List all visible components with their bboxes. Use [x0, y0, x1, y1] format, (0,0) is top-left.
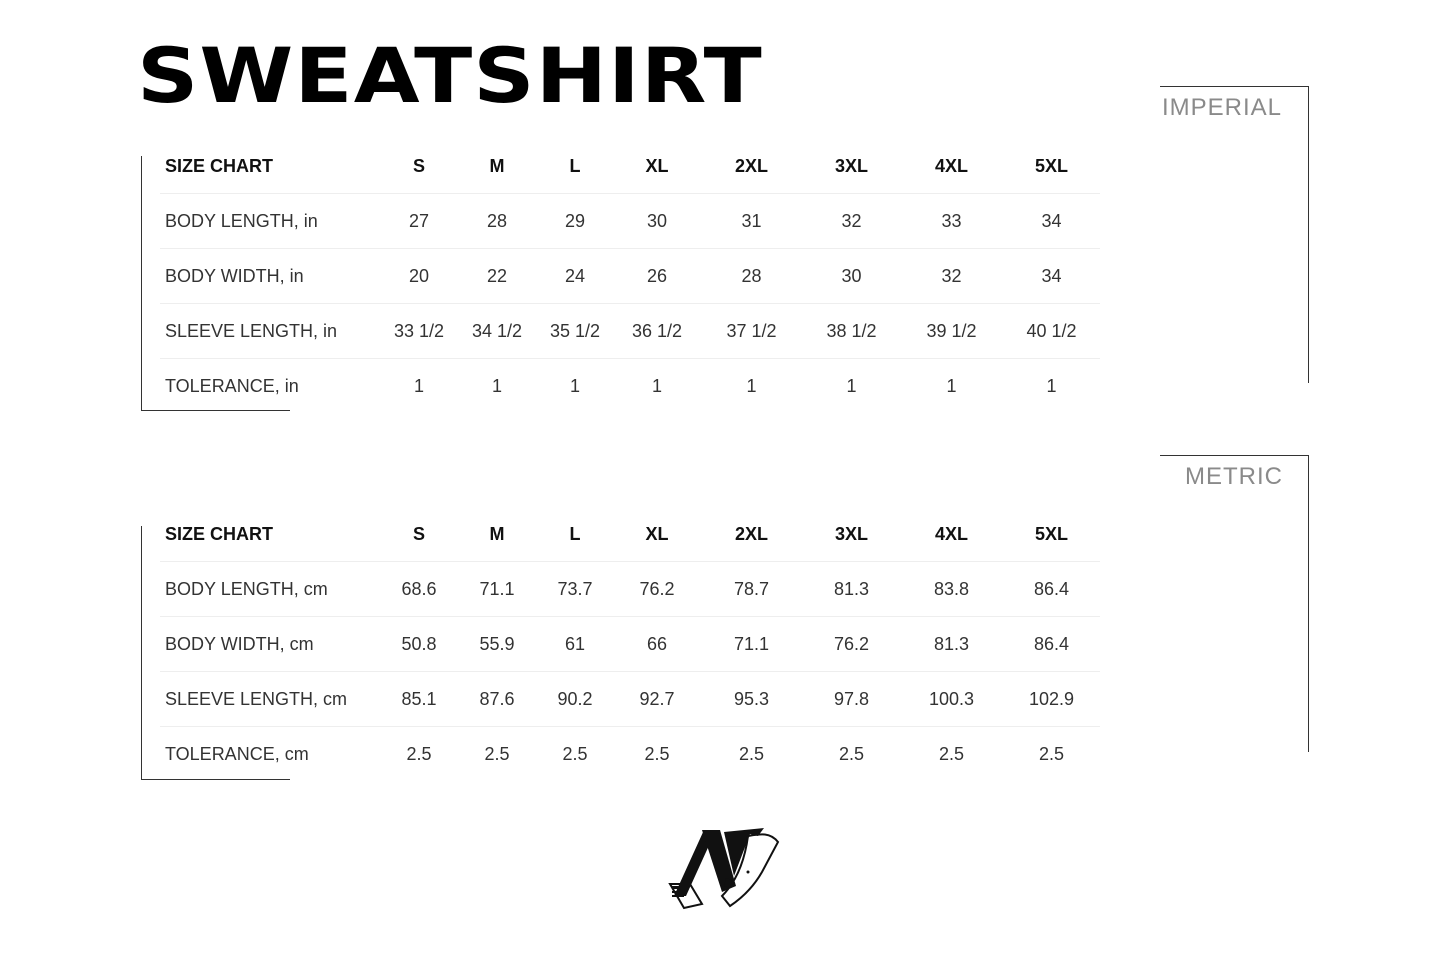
table-cell: 73.7	[536, 562, 614, 617]
table-cell: 1	[413, 375, 424, 396]
table-cell: 35 1/2	[536, 304, 614, 359]
table-cell: 2.5	[838, 743, 865, 764]
table-header-row	[160, 507, 1100, 562]
table-cell: 71.1	[458, 562, 536, 617]
table-row	[160, 194, 1100, 249]
row-label: BODY LENGTH, cm	[160, 562, 380, 617]
table-cell: 90.2	[536, 672, 614, 727]
table-cell: 33 1/2	[380, 304, 458, 359]
table-row	[160, 249, 1100, 304]
table-cell: 33	[900, 194, 1003, 249]
table-cell: 2.5	[644, 743, 670, 764]
table-cell: 28	[700, 249, 803, 304]
header-cell: 4XL	[900, 139, 1003, 194]
table-cell: 2.5	[562, 743, 588, 764]
table-cell: 2.5	[406, 743, 432, 764]
header-cell: 2XL	[700, 507, 803, 562]
table-cell: 1	[746, 375, 757, 396]
row-label: BODY LENGTH, in	[160, 194, 380, 249]
metric-bracket-right	[1160, 455, 1309, 752]
table-cell: 76.2	[803, 617, 900, 672]
table-cell: 78.7	[700, 562, 803, 617]
table-cell: 30	[614, 194, 700, 249]
brand-monogram-n-icon	[664, 826, 782, 910]
metric-size-table	[160, 507, 1100, 781]
table-cell: 85.1	[380, 672, 458, 727]
table-row	[160, 359, 1100, 414]
row-label: BODY WIDTH, cm	[160, 617, 380, 672]
table-cell: 28	[458, 194, 536, 249]
header-cell: M	[458, 507, 536, 562]
table-cell: 32	[900, 249, 1003, 304]
header-cell: 5XL	[1003, 507, 1100, 562]
table-cell: 38 1/2	[803, 304, 900, 359]
header-cell: S	[380, 139, 458, 194]
table-cell: 100.3	[900, 672, 1003, 727]
table-cell: 102.9	[1003, 672, 1100, 727]
table-cell: 34	[1003, 194, 1100, 249]
imperial-bracket-right	[1160, 86, 1309, 383]
header-cell: SIZE CHART	[160, 139, 380, 194]
table-cell: 61	[536, 617, 614, 672]
table-cell: 68.6	[380, 562, 458, 617]
header-cell: 2XL	[700, 139, 803, 194]
table-cell: 83.8	[900, 562, 1003, 617]
header-cell: 5XL	[1003, 139, 1100, 194]
row-label: SLEEVE LENGTH, cm	[160, 672, 380, 727]
header-cell: L	[536, 139, 614, 194]
table-cell: 87.6	[458, 672, 536, 727]
header-cell: XL	[614, 507, 700, 562]
table-cell: 2.5	[1038, 743, 1065, 764]
header-cell: 3XL	[803, 507, 900, 562]
table-cell: 34	[1003, 249, 1100, 304]
table-cell: 1	[491, 375, 502, 396]
table-cell: 27	[380, 194, 458, 249]
table-cell: 50.8	[380, 617, 458, 672]
table-cell: 86.4	[1003, 562, 1100, 617]
table-row	[160, 672, 1100, 727]
table-cell: 1	[1046, 375, 1057, 396]
table-cell: 81.3	[900, 617, 1003, 672]
table-cell: 32	[803, 194, 900, 249]
table-cell: 55.9	[458, 617, 536, 672]
header-cell: S	[380, 507, 458, 562]
header-cell: XL	[614, 139, 700, 194]
imperial-size-table	[160, 139, 1100, 413]
row-label: SLEEVE LENGTH, in	[160, 304, 380, 359]
table-cell: 26	[614, 249, 700, 304]
table-row	[160, 562, 1100, 617]
table-row	[160, 304, 1100, 359]
table-row	[160, 727, 1100, 782]
table-cell: 20	[380, 249, 458, 304]
header-cell: L	[536, 507, 614, 562]
table-cell: 66	[614, 617, 700, 672]
table-cell: 1	[946, 375, 957, 396]
row-label: BODY WIDTH, in	[160, 249, 380, 304]
table-cell: 39 1/2	[900, 304, 1003, 359]
table-cell: 86.4	[1003, 617, 1100, 672]
page-title: SWEATSHIRT	[137, 31, 763, 120]
table-cell: 1	[569, 375, 580, 396]
header-cell: SIZE CHART	[160, 507, 380, 562]
header-cell: 4XL	[900, 507, 1003, 562]
table-cell: 95.3	[700, 672, 803, 727]
table-cell: 34 1/2	[458, 304, 536, 359]
table-header-row	[160, 139, 1100, 194]
table-row	[160, 617, 1100, 672]
table-cell: 81.3	[803, 562, 900, 617]
row-label: TOLERANCE, cm	[165, 743, 309, 764]
table-cell: 1	[846, 375, 857, 396]
table-cell: 2.5	[484, 743, 510, 764]
metric-label: METRIC	[1185, 463, 1283, 490]
table-cell: 31	[700, 194, 803, 249]
header-cell: 3XL	[803, 139, 900, 194]
table-cell: 40 1/2	[1003, 304, 1100, 359]
table-cell: 29	[536, 194, 614, 249]
table-cell: 30	[803, 249, 900, 304]
table-cell: 71.1	[700, 617, 803, 672]
row-label: TOLERANCE, in	[165, 375, 299, 396]
table-cell: 2.5	[738, 743, 765, 764]
table-cell: 37 1/2	[700, 304, 803, 359]
table-cell: 36 1/2	[614, 304, 700, 359]
table-cell: 24	[536, 249, 614, 304]
header-cell: M	[458, 139, 536, 194]
table-cell: 76.2	[614, 562, 700, 617]
table-cell: 2.5	[938, 743, 965, 764]
table-cell: 1	[651, 375, 662, 396]
table-cell: 22	[458, 249, 536, 304]
table-cell: 92.7	[614, 672, 700, 727]
imperial-label: IMPERIAL	[1162, 94, 1283, 121]
table-cell: 97.8	[803, 672, 900, 727]
